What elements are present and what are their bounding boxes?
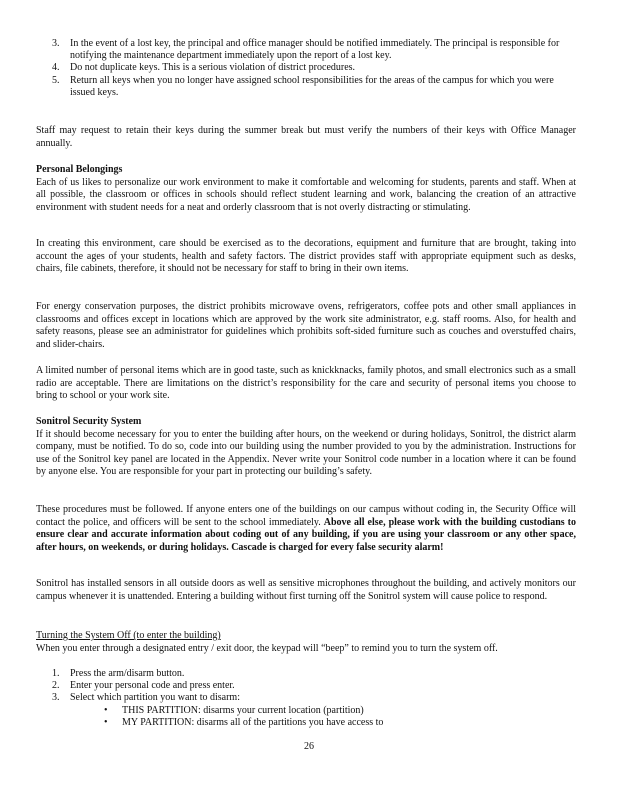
paragraph: A limited number of personal items which are in good taste, such as knickknacks, family photos, and small electronics such as a small radio are acceptable. There are limitations on the district’s responsibility for the care and security of personal items you choose to bring to school or your work site. [36, 365, 576, 402]
list-text: THIS PARTITION: disarms your current location (partition) [122, 704, 364, 716]
list-number: 2. [52, 680, 60, 692]
key-rules-list [52, 38, 576, 99]
paragraph: Each of us likes to personalize our work environment to make it comfortable and welcoming for students, parents and staff. When at all possible, the classroom or offices in schools should reflect student learning and work, balancing the creation of an attractive environment with student needs for a neat and orderly classroom that is not overly distracting or stimulating. [36, 176, 576, 213]
list-number: 5. [52, 74, 60, 86]
list-item [52, 62, 576, 74]
paragraph: For energy conservation purposes, the district prohibits microwave ovens, refrigerators, coffee pots and other small appliances in classrooms and offices except in locations which are approved by the work site administrator, e.g. staff rooms. Also, for health and safety reasons, please see an administrator for guidelines which prohibits soft-sided furniture such as couches and overstuffed chairs, and slider-chairs. [36, 301, 576, 350]
bullet-icon: • [104, 704, 108, 716]
steps-list [52, 668, 576, 729]
list-item [52, 680, 576, 692]
list-text: Press the arm/disarm button. [70, 668, 185, 679]
sonitrol-procedures-paragraph [36, 504, 576, 554]
paragraph: In creating this environment, care should be exercised as to the decorations, equipment and furniture that are brought, taking into account the ages of your students, health and safety factors. The district provides staff with appropriate equipment such as desks, chairs, file cabinets, therefore, it should not be necessary for staff to bring in their own items. [36, 238, 576, 275]
list-text: Select which partition you want to disarm: [70, 692, 240, 704]
sonitrol-section [36, 416, 576, 479]
turning-off-section [36, 630, 576, 655]
bullet-icon: • [104, 716, 108, 728]
partition-options [52, 705, 576, 729]
list-text: In the event of a lost key, the principal and office manager should be notified immediately. The principal is responsible for notifying the maintenance department immediately upon the report of a lost key. [70, 38, 560, 62]
paragraph: Sonitrol has installed sensors in all outside doors as well as sensitive microphones throughout the building, and actively monitors our campus whenever it is unattended. Entering a building without first turning off the Sonitrol system will cause police to respond. [36, 578, 576, 602]
list-text: Do not duplicate keys. This is a serious violation of district procedures. [70, 62, 356, 74]
list-number: 1. [52, 668, 60, 679]
paragraph: If it should become necessary for you to enter the building after hours, on the weekend or during holidays, Sonitrol, the district alarm company, must be notified. To do so, code into our building using the number provided to you by the administration. Instructions for use of the Sonitrol key panel are located in the Appendix. Never write your Sonitrol code number in a location where it can be found by anyone else. You are responsible for your part in protecting our building’s safety. [36, 428, 576, 478]
section-heading: Turning the System Off (to enter the building) [36, 630, 221, 641]
list-text: Return all keys when you no longer have assigned school responsibilities for the areas of the campus for which you were issued keys. [70, 74, 554, 98]
paragraph: When you enter through a designated entry / exit door, the keypad will “beep” to remind you to turn the system off. [36, 642, 498, 654]
list-item [52, 705, 576, 717]
list-item [52, 38, 576, 62]
warning-text: Above all else, please work with the building custodians to ensure clear and accurate information about coding out of any building, if you are using your classroom or any other space, after hours, on weekends, or during holidays. Cascade is charged for every false security alarm! [36, 516, 576, 553]
list-number: 3. [52, 692, 60, 704]
personal-belongings-section [36, 164, 576, 214]
list-item [52, 75, 576, 99]
list-number: 4. [52, 62, 60, 74]
section-heading: Sonitrol Security System [36, 416, 142, 427]
summer-keys-paragraph: Staff may request to retain their keys during the summer break but must verify the numbers of their keys with Office Manager annually. [36, 125, 576, 149]
page-number: 26 [304, 741, 314, 752]
section-heading: Personal Belongings [36, 164, 123, 175]
list-text: Enter your personal code and press enter. [70, 680, 235, 692]
list-item [52, 717, 576, 729]
list-text: MY PARTITION: disarms all of the partitions you have access to [122, 716, 384, 728]
list-item [52, 692, 576, 704]
paragraph-text: These procedures must be followed. If anyone enters one of the buildings on our campus without coding in, the Security Office will contact the police, and officers will be sent to the school immediately. [36, 504, 576, 528]
list-number: 3. [52, 38, 60, 49]
list-item [52, 668, 576, 680]
